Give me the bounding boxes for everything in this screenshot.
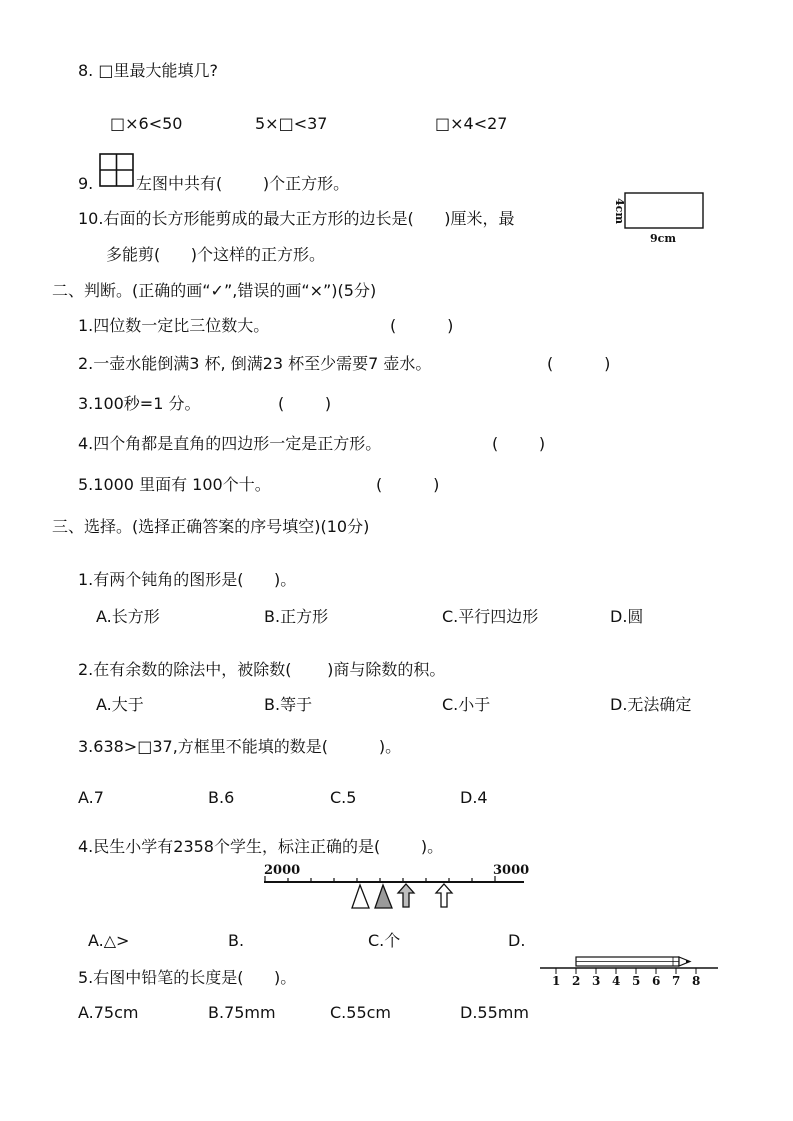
marker-grey-arrow-icon xyxy=(397,883,417,909)
ruler-label-5: 5 xyxy=(632,974,641,988)
ruler-label-4: 4 xyxy=(612,974,621,988)
q9-number: 9. xyxy=(78,174,94,193)
judge-item-3-answer[interactable]: ( ) xyxy=(278,394,332,413)
choice-q4-stem: 4.民生小学有2358个学生，标注正确的是( )。 xyxy=(78,837,444,856)
rect-height-label: 4cm xyxy=(613,198,626,224)
choice-q2-option-d[interactable]: D.无法确定 xyxy=(610,695,692,714)
marker-hollow-triangle-icon xyxy=(351,884,371,910)
number-line-figure xyxy=(262,872,526,912)
choice-q1-stem: 1.有两个钝角的图形是( )。 xyxy=(78,570,297,589)
q8-expression-c: □×4<27 xyxy=(435,114,508,133)
q10-line2: 多能剪( )个这样的正方形。 xyxy=(106,245,326,264)
choice-q4-option-c[interactable]: C.个 xyxy=(368,931,401,950)
marker-filled-triangle-icon xyxy=(374,884,394,910)
q10-line1: 10.右面的长方形能剪成的最大正方形的边长是( )厘米，最 xyxy=(78,209,515,228)
ruler-label-7: 7 xyxy=(672,974,681,988)
section3-heading: 三、选择。(选择正确答案的序号填空)(10分) xyxy=(52,517,370,536)
q8-expression-a: □×6<50 xyxy=(110,114,183,133)
judge-item-1-answer[interactable]: ( ) xyxy=(390,316,454,335)
ruler-label-6: 6 xyxy=(652,974,661,988)
section2-heading: 二、判断。(正确的画“✓”,错误的画“×”)(5分) xyxy=(52,281,377,300)
choice-q1-option-a[interactable]: A.长方形 xyxy=(96,607,160,626)
ruler-label-1: 1 xyxy=(552,974,561,988)
choice-q3-option-b[interactable]: B.6 xyxy=(208,788,235,807)
four-squares-grid-figure xyxy=(99,153,135,189)
rect-width-label: 9cm xyxy=(650,232,676,245)
judge-item-2: 2.一壶水能倒满3 杯, 倒满23 杯至少需要7 壶水。 xyxy=(78,354,432,373)
ruler-label-3: 3 xyxy=(592,974,601,988)
judge-item-4: 4.四个角都是直角的四边形一定是正方形。 xyxy=(78,434,382,453)
marker-hollow-arrow-icon xyxy=(435,883,455,909)
judge-item-5-answer[interactable]: ( ) xyxy=(376,475,440,494)
judge-item-1: 1.四位数一定比三位数大。 xyxy=(78,316,270,335)
choice-q3-option-a[interactable]: A.7 xyxy=(78,788,104,807)
choice-q2-option-c[interactable]: C.小于 xyxy=(442,695,491,714)
number-line-end-label: 3000 xyxy=(493,863,530,878)
choice-q1-option-d[interactable]: D.圆 xyxy=(610,607,644,626)
choice-q1-option-c[interactable]: C.平行四边形 xyxy=(442,607,539,626)
q8-title: 8. □里最大能填几? xyxy=(78,61,218,80)
choice-q5-option-c[interactable]: C.55cm xyxy=(330,1003,391,1022)
judge-item-2-answer[interactable]: ( ) xyxy=(547,354,611,373)
choice-q5-option-b[interactable]: B.75mm xyxy=(208,1003,276,1022)
judge-item-4-answer[interactable]: ( ) xyxy=(492,434,546,453)
choice-q4-option-b[interactable]: B. xyxy=(228,931,245,950)
choice-q3-stem: 3.638>□37,方框里不能填的数是( )。 xyxy=(78,737,402,756)
choice-q2-option-a[interactable]: A.大于 xyxy=(96,695,144,714)
rectangle-figure xyxy=(624,192,704,230)
choice-q2-option-b[interactable]: B.等于 xyxy=(264,695,313,714)
choice-q5-option-d[interactable]: D.55mm xyxy=(460,1003,529,1022)
judge-item-3: 3.100秒=1 分。 xyxy=(78,394,201,413)
choice-q5-option-a[interactable]: A.75cm xyxy=(78,1003,139,1022)
choice-q4-option-d[interactable]: D. xyxy=(508,931,526,950)
q9-text: 左图中共有( )个正方形。 xyxy=(136,174,350,193)
choice-q4-option-a[interactable]: A.△> xyxy=(88,931,130,950)
choice-q3-option-c[interactable]: C.5 xyxy=(330,788,357,807)
ruler-label-8: 8 xyxy=(692,974,701,988)
judge-item-5: 5.1000 里面有 100个十。 xyxy=(78,475,271,494)
choice-q2-stem: 2.在有余数的除法中，被除数( )商与除数的积。 xyxy=(78,660,446,679)
choice-q3-option-d[interactable]: D.4 xyxy=(460,788,488,807)
number-line-start-label: 2000 xyxy=(264,863,301,878)
choice-q5-stem: 5.右图中铅笔的长度是( )。 xyxy=(78,968,297,987)
choice-q1-option-b[interactable]: B.正方形 xyxy=(264,607,329,626)
q8-expression-b: 5×□<37 xyxy=(255,114,328,133)
ruler-label-2: 2 xyxy=(572,974,581,988)
